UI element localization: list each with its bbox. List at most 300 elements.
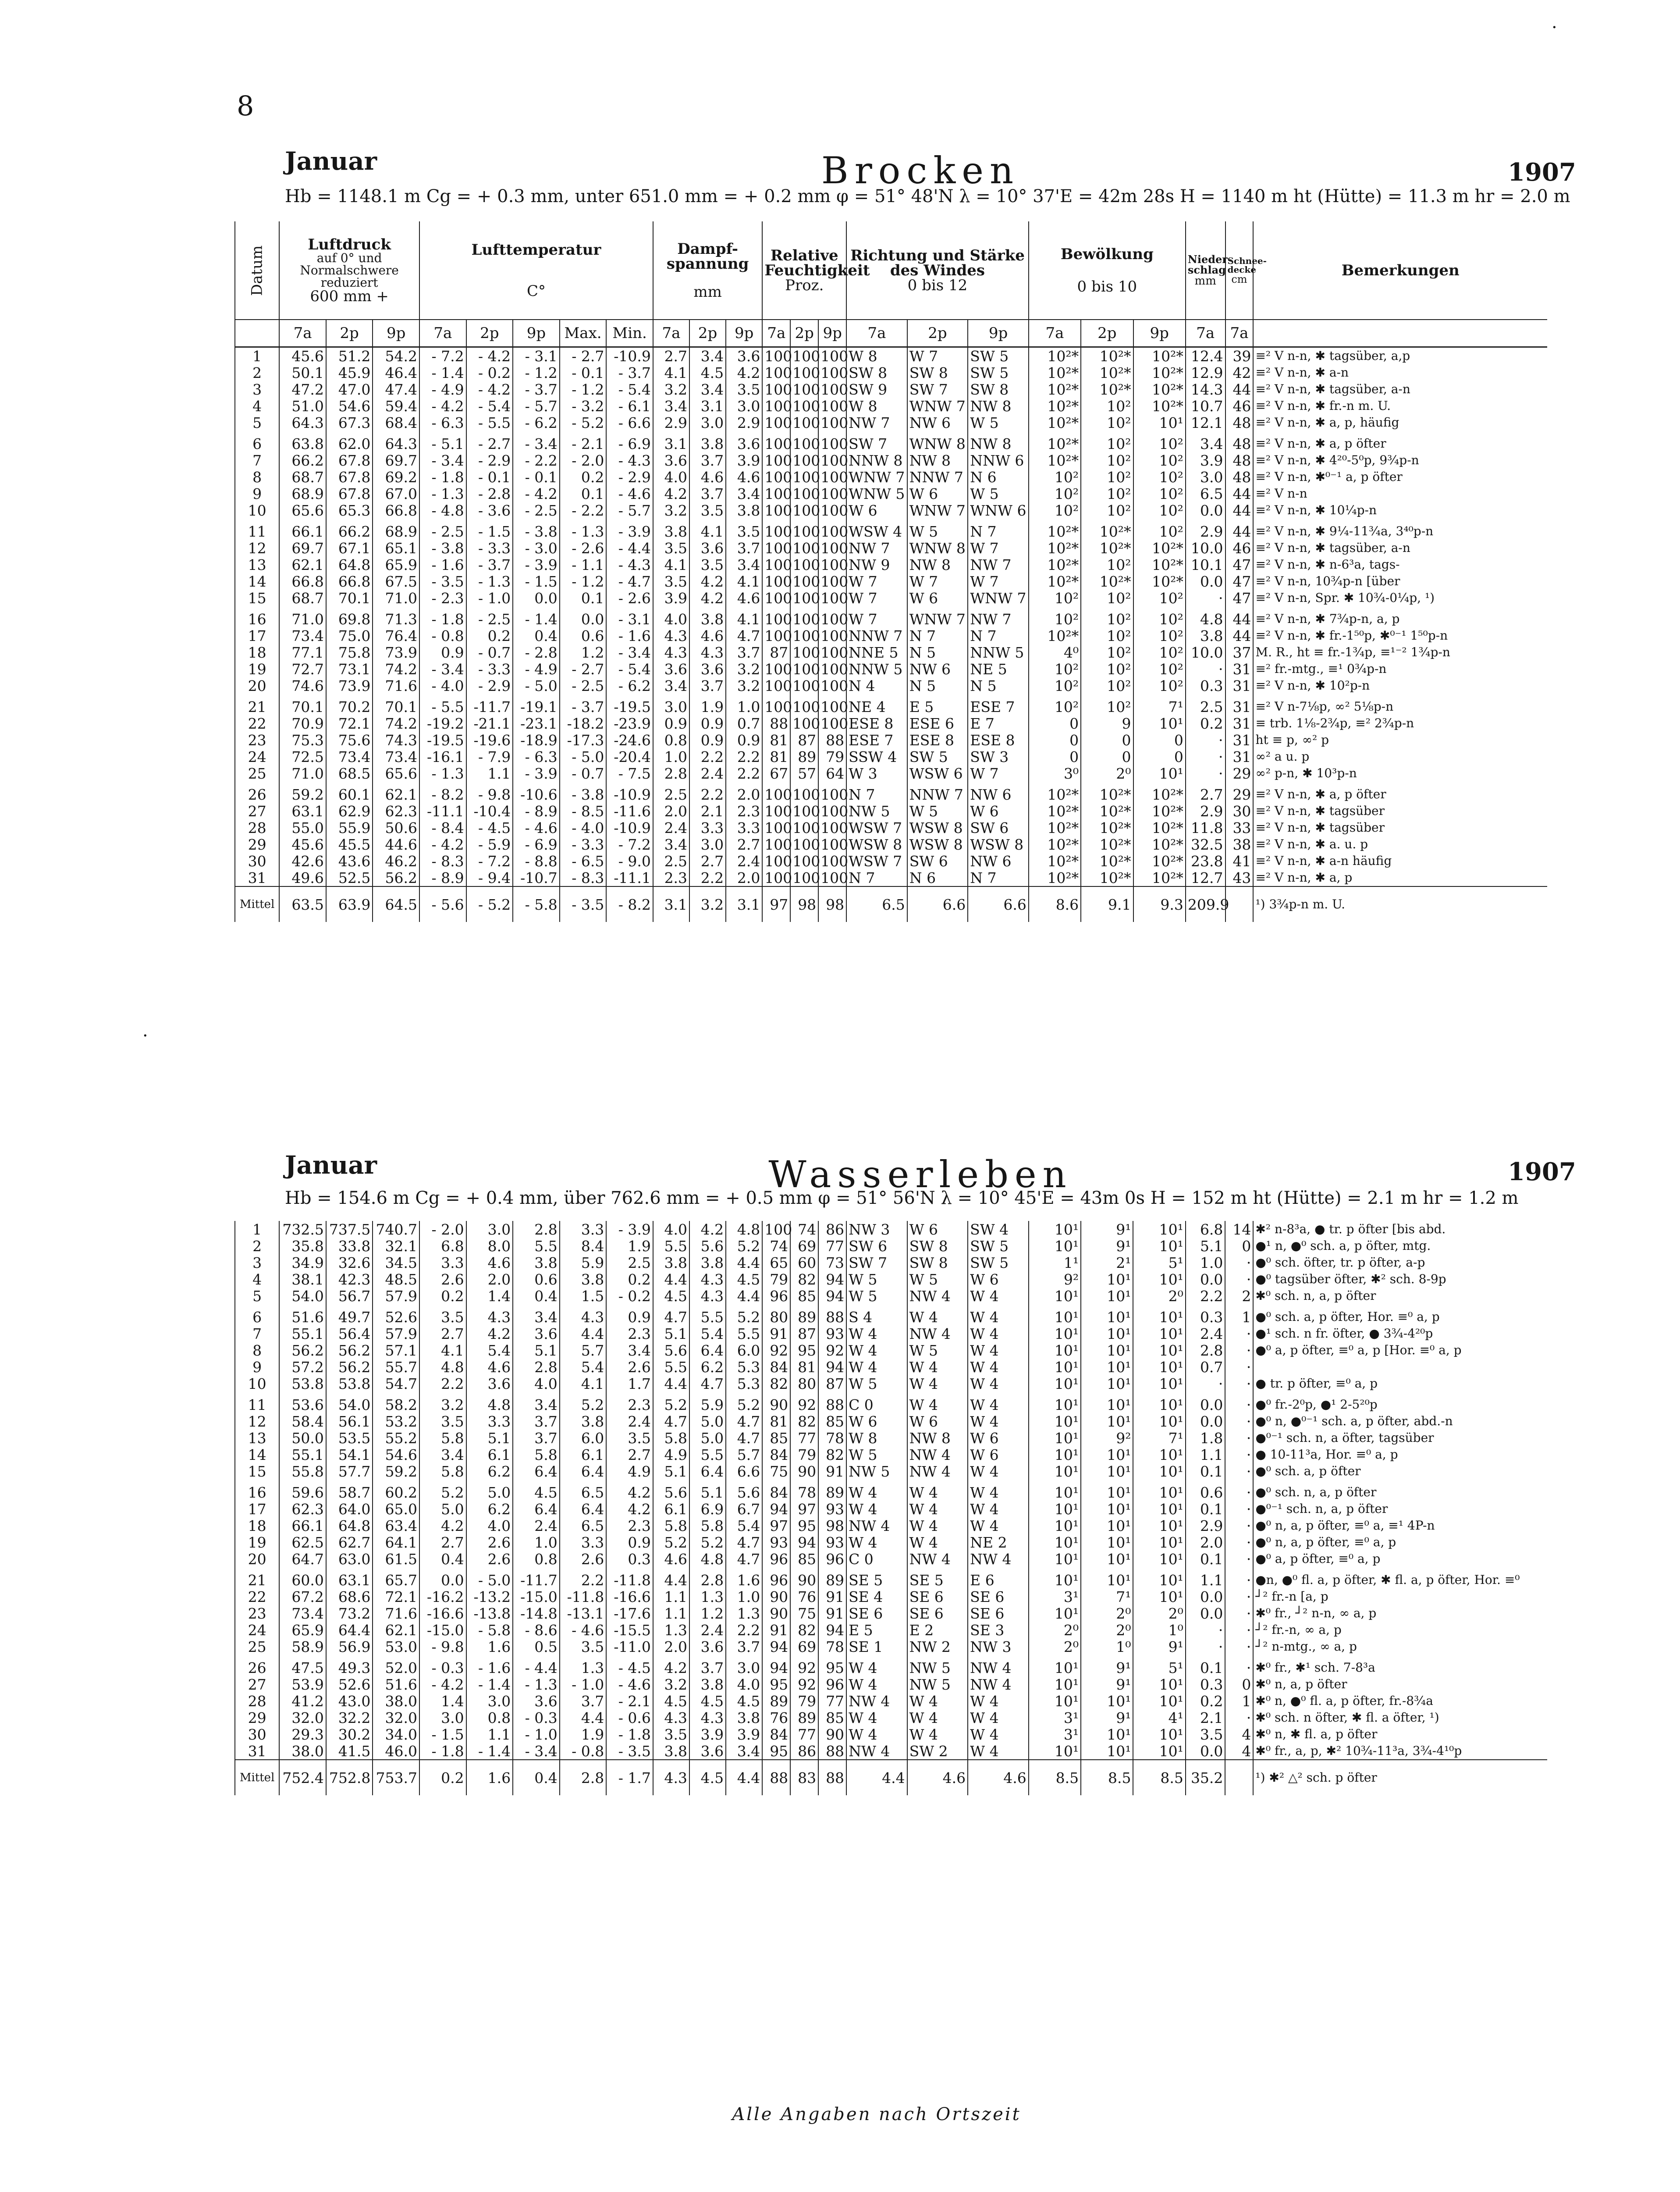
gap-cell — [279, 1567, 326, 1572]
hdr-niederschlag — [1186, 221, 1232, 320]
table-row — [235, 611, 1547, 627]
table-cell: SE 6 — [907, 1605, 968, 1622]
table-cell: - 1.8 — [606, 1726, 653, 1743]
table-cell: 31 — [1225, 698, 1254, 715]
table-cell: -20.4 — [606, 748, 653, 765]
gap-cell — [1029, 606, 1081, 611]
table-cell: 10² — [1133, 611, 1186, 627]
table-cell: 70.9 — [279, 715, 326, 732]
table-cell: 9² — [1081, 1430, 1133, 1446]
gap-cell — [1081, 694, 1133, 698]
brocken-table — [234, 221, 1547, 922]
table-cell: 31 — [1225, 732, 1254, 748]
table-cell: 44 — [1225, 523, 1254, 540]
table-cell: - 4.2 — [419, 1676, 466, 1693]
table-cell: 10¹ — [1029, 1288, 1081, 1304]
gap-cell — [419, 1567, 466, 1572]
table-cell: 4.6 — [466, 1254, 513, 1271]
table-cell: 30.2 — [326, 1726, 373, 1743]
table-cell: 9¹ — [1081, 1709, 1133, 1726]
table-cell: 4.0 — [513, 1375, 560, 1392]
table-cell: 10¹ — [1081, 1551, 1133, 1567]
table-cell: ●⁰ sch. n, a, p öfter — [1253, 1484, 1547, 1501]
table-cell: - 3.5 — [606, 1743, 653, 1760]
table-cell: 63.8 — [279, 435, 326, 452]
table-cell: 56.2 — [326, 1342, 373, 1359]
table-cell: - 3.7 — [513, 381, 560, 398]
day-cell: 8 — [235, 1342, 279, 1359]
table-cell: 2.2 — [689, 869, 726, 886]
table-cell: W 4 — [968, 1325, 1029, 1342]
table-cell: ●⁰ a, p öfter, ≡⁰ a, p [Hor. ≡⁰ a, p — [1253, 1342, 1547, 1359]
table-cell: 4.5 — [726, 1693, 762, 1709]
table-cell: 9¹ — [1081, 1676, 1133, 1693]
table-cell: 3.5 — [689, 502, 726, 519]
day-cell: 15 — [235, 590, 279, 606]
table-cell: 0.4 — [513, 1288, 560, 1304]
table-cell: 97 — [790, 1501, 818, 1517]
sub-7a: 7a — [846, 320, 907, 347]
brocken-month: Januar — [285, 147, 377, 176]
table-cell: 47 — [1225, 573, 1254, 590]
table-cell: 4.1 — [560, 1375, 607, 1392]
table-cell: 100 — [818, 435, 846, 452]
table-cell: 3.3 — [466, 1413, 513, 1430]
table-cell: W 4 — [968, 1726, 1029, 1743]
table-cell: 0 — [1225, 1676, 1253, 1693]
table-cell: - 6.3 — [513, 748, 560, 765]
gap-cell — [968, 1567, 1029, 1572]
table-cell: 5.7 — [726, 1446, 762, 1463]
table-cell: 100 — [818, 803, 846, 819]
wasserleben-month: Januar — [285, 1151, 377, 1180]
table-cell — [1253, 1359, 1547, 1375]
table-cell: 90 — [762, 1396, 790, 1413]
table-cell: 86 — [818, 1221, 846, 1238]
table-cell: 96 — [762, 1551, 790, 1567]
wasserleben-year: 1907 — [1508, 1157, 1576, 1186]
mittel-cell — [1225, 886, 1254, 922]
table-cell: 6.4 — [560, 1501, 607, 1517]
table-cell: - 3.4 — [419, 452, 466, 469]
table-cell: 10²* — [1133, 364, 1186, 381]
table-cell: 10² — [1081, 556, 1133, 573]
table-cell: ●⁰⁻¹ sch. n, a, p öfter — [1253, 1501, 1547, 1517]
table-cell: - 3.5 — [419, 573, 466, 590]
table-row — [235, 1517, 1547, 1534]
gap-cell — [790, 606, 818, 611]
table-cell: · — [1225, 1605, 1253, 1622]
table-cell: 10²* — [1029, 853, 1081, 869]
table-cell: 100 — [790, 502, 818, 519]
gap-cell — [1225, 1304, 1253, 1309]
table-cell: 2.0 — [653, 1638, 689, 1655]
mittel-cell: 8.5 — [1081, 1760, 1133, 1795]
table-cell: 49.6 — [279, 869, 326, 886]
table-cell: 6.1 — [653, 1501, 689, 1517]
table-cell: 3.6 — [513, 1693, 560, 1709]
table-cell: · — [1225, 1375, 1253, 1392]
table-cell: · — [1225, 1342, 1253, 1359]
sub-max: Max. — [560, 320, 607, 347]
table-cell: 6.5 — [560, 1517, 607, 1534]
table-cell: E 5 — [907, 698, 968, 715]
table-cell: 0.4 — [419, 1551, 466, 1567]
gap-cell — [762, 1567, 790, 1572]
table-cell: 3.8 — [689, 435, 726, 452]
table-cell: 10¹ — [1029, 1221, 1081, 1238]
day-cell: 11 — [235, 523, 279, 540]
mittel-cell: 98 — [818, 886, 846, 922]
mittel-cell: - 1.7 — [606, 1760, 653, 1795]
table-cell: 10²* — [1081, 819, 1133, 836]
table-cell: 66.2 — [279, 452, 326, 469]
table-cell: 4¹ — [1133, 1709, 1185, 1726]
table-cell: 37 — [1225, 644, 1254, 661]
table-cell: 2.8 — [689, 1572, 726, 1588]
mittel-cell: 3.2 — [689, 886, 726, 922]
table-cell: 10² — [1133, 502, 1186, 519]
table-cell: W 7 — [846, 573, 907, 590]
table-cell: 3.2 — [653, 381, 689, 398]
table-cell: 3.0 — [726, 398, 762, 414]
gap-cell — [1186, 519, 1225, 523]
table-cell: 4.7 — [726, 1551, 762, 1567]
table-cell: 38 — [1225, 836, 1254, 853]
mittel-cell: - 5.8 — [513, 886, 560, 922]
table-cell: - 4.6 — [606, 1676, 653, 1693]
gap-cell — [373, 694, 419, 698]
table-cell: 0.8 — [466, 1709, 513, 1726]
table-cell: 10¹ — [1029, 1743, 1081, 1760]
table-cell: - 3.3 — [466, 661, 513, 677]
table-cell: - 0.3 — [513, 1709, 560, 1726]
table-cell: -16.1 — [419, 748, 466, 765]
gap-cell — [726, 519, 762, 523]
table-cell: 89 — [790, 748, 818, 765]
table-cell: - 7.9 — [466, 748, 513, 765]
table-cell: 10¹ — [1029, 1375, 1081, 1392]
speck: · — [142, 1026, 148, 1046]
table-cell: 10²* — [1133, 869, 1186, 886]
table-cell: 49.3 — [326, 1659, 373, 1676]
table-cell: ≡² V n-7⅛p, ∞² 5⅛p-n — [1253, 698, 1547, 715]
gap-cell — [1253, 606, 1547, 611]
table-cell: 4.8 — [726, 1221, 762, 1238]
table-cell: 67.3 — [326, 414, 373, 431]
table-cell: 2.0 — [1186, 1534, 1225, 1551]
table-cell: 100 — [818, 786, 846, 803]
table-cell: 100 — [762, 502, 790, 519]
table-cell: ≡² V n-n, ✱ 9¼-11¾a, 3⁴⁰p-n — [1253, 523, 1547, 540]
mittel-cell: 98 — [790, 886, 818, 922]
table-cell: 96 — [762, 1288, 790, 1304]
table-cell: 71.0 — [279, 611, 326, 627]
table-cell: 3.6 — [653, 661, 689, 677]
gap-cell — [1081, 431, 1133, 435]
table-cell: N 7 — [968, 869, 1029, 886]
mittel-cell: 63.5 — [279, 886, 326, 922]
table-cell: 10¹ — [1133, 1446, 1185, 1463]
table-cell: W 4 — [968, 1693, 1029, 1709]
table-cell: - 6.2 — [606, 677, 653, 694]
table-cell: W 4 — [907, 1359, 968, 1375]
table-cell: NW 5 — [846, 803, 907, 819]
table-cell: 53.9 — [279, 1676, 326, 1693]
table-cell: 5.7 — [560, 1342, 607, 1359]
table-cell: 1.4 — [419, 1693, 466, 1709]
table-row — [235, 1572, 1547, 1588]
table-cell: 10¹ — [1133, 414, 1186, 431]
gap-cell — [762, 1392, 790, 1396]
table-cell: W 8 — [846, 347, 907, 365]
table-cell: 57.2 — [279, 1359, 326, 1375]
table-cell: 100 — [818, 819, 846, 836]
table-cell: - 5.4 — [606, 661, 653, 677]
table-cell: 2.4 — [653, 819, 689, 836]
table-cell: 3.9 — [726, 452, 762, 469]
table-cell: 73.4 — [279, 627, 326, 644]
table-cell: - 7.2 — [419, 347, 466, 365]
table-cell: 10¹ — [1081, 1288, 1133, 1304]
table-cell: 67.0 — [373, 485, 419, 502]
table-cell: ✱⁰ n, ✱ fl. a, p öfter — [1253, 1726, 1547, 1743]
gap-cell — [689, 606, 726, 611]
table-cell: W 8 — [846, 398, 907, 414]
table-cell: 56.1 — [326, 1413, 373, 1430]
table-cell: 100 — [762, 1221, 790, 1238]
table-cell: 100 — [790, 627, 818, 644]
table-cell: · — [1225, 1517, 1253, 1534]
gap-cell — [419, 1304, 466, 1309]
day-cell: 21 — [235, 698, 279, 715]
day-cell: 18 — [235, 1517, 279, 1534]
table-row — [235, 540, 1547, 556]
gap-cell — [818, 782, 846, 786]
table-cell: -10.6 — [513, 786, 560, 803]
table-cell: - 4.4 — [606, 540, 653, 556]
table-cell: 3.8 — [560, 1413, 607, 1430]
table-cell: 93 — [818, 1501, 846, 1517]
table-cell: 100 — [818, 414, 846, 431]
table-cell: 5.2 — [653, 1534, 689, 1551]
table-cell: 69.7 — [373, 452, 419, 469]
table-cell: 100 — [790, 540, 818, 556]
table-cell: 2.8 — [653, 765, 689, 782]
table-cell: 90 — [762, 1605, 790, 1622]
table-cell: 65.6 — [279, 502, 326, 519]
table-cell: 3.4 — [1186, 435, 1225, 452]
table-cell: 100 — [818, 573, 846, 590]
table-cell: 2.0 — [653, 803, 689, 819]
table-cell: 3.4 — [653, 677, 689, 694]
table-cell: 65.9 — [279, 1622, 326, 1638]
table-cell: W 4 — [846, 1726, 907, 1743]
gap-cell — [907, 1392, 968, 1396]
sub-2p: 2p — [790, 320, 818, 347]
table-cell: 77 — [790, 1726, 818, 1743]
table-cell: ≡² V n-n, ✱ fr.-n m. U. — [1253, 398, 1547, 414]
table-row — [235, 1743, 1547, 1760]
gap-cell — [818, 1567, 846, 1572]
table-cell: 93 — [762, 1534, 790, 1551]
gap-cell — [1081, 519, 1133, 523]
table-cell: 68.6 — [326, 1588, 373, 1605]
table-cell: 72.5 — [279, 748, 326, 765]
table-cell: 2.0 — [726, 869, 762, 886]
table-cell: 10²* — [1081, 786, 1133, 803]
table-cell: 62.1 — [279, 556, 326, 573]
table-cell: 3.3 — [560, 1534, 607, 1551]
table-cell: 0.1 — [1186, 1501, 1225, 1517]
sub-9p: 9p — [1133, 320, 1186, 347]
gap-cell — [1029, 782, 1081, 786]
table-cell: SW 2 — [907, 1743, 968, 1760]
gap-cell — [1225, 606, 1254, 611]
table-row — [235, 1238, 1547, 1254]
table-cell: 1.5 — [560, 1288, 607, 1304]
table-cell: 81 — [762, 732, 790, 748]
table-cell: - 1.8 — [419, 1743, 466, 1760]
table-cell: 10²* — [1081, 836, 1133, 853]
day-cell: 23 — [235, 732, 279, 748]
table-cell: 10¹ — [1133, 1534, 1185, 1551]
table-cell: ≡² V n-n, ✱ tagsüber — [1253, 803, 1547, 819]
table-cell: 72.1 — [326, 715, 373, 732]
table-cell: 2.8 — [513, 1221, 560, 1238]
table-cell: WSW 8 — [907, 836, 968, 853]
table-cell: 75 — [790, 1605, 818, 1622]
table-cell: ≡ trb. 1⅛-2¾p, ≡² 2¾p-n — [1253, 715, 1547, 732]
gap-cell — [1253, 782, 1547, 786]
gap-cell — [1133, 431, 1186, 435]
table-cell: 0.9 — [689, 732, 726, 748]
table-cell: 10¹ — [1029, 1359, 1081, 1375]
mittel-cell: - 5.6 — [419, 886, 466, 922]
table-cell: 54.6 — [373, 1446, 419, 1463]
gap-cell — [279, 1392, 326, 1396]
table-cell: 5.2 — [689, 1534, 726, 1551]
table-cell: 3.5 — [726, 381, 762, 398]
table-cell: 95 — [762, 1676, 790, 1693]
table-cell: N 7 — [846, 869, 907, 886]
table-cell: - 1.5 — [419, 1726, 466, 1743]
gap-cell — [653, 1655, 689, 1659]
table-cell: SW 9 — [846, 381, 907, 398]
table-cell: 12.7 — [1186, 869, 1225, 886]
table-cell: 52.0 — [373, 1659, 419, 1676]
table-cell: 4.2 — [606, 1501, 653, 1517]
table-cell: W 4 — [907, 1726, 968, 1743]
table-cell: 10¹ — [1133, 1572, 1185, 1588]
day-cell: 7 — [235, 1325, 279, 1342]
table-cell: 100 — [790, 485, 818, 502]
gap-cell — [968, 1480, 1029, 1484]
table-cell: 78 — [818, 1430, 846, 1446]
table-cell: -11.6 — [606, 803, 653, 819]
table-cell: 82 — [790, 1271, 818, 1288]
table-cell: 70.1 — [373, 698, 419, 715]
day-cell: 13 — [235, 556, 279, 573]
table-cell: - 6.3 — [419, 414, 466, 431]
table-cell: 4.7 — [726, 1413, 762, 1430]
table-cell: 80 — [790, 1375, 818, 1392]
table-cell: 100 — [790, 853, 818, 869]
table-cell: 73.4 — [373, 748, 419, 765]
table-cell: - 5.0 — [560, 748, 607, 765]
table-cell: W 6 — [968, 1271, 1029, 1288]
table-cell: 10² — [1081, 452, 1133, 469]
table-cell: 10¹ — [1029, 1325, 1081, 1342]
table-cell: 2.7 — [726, 836, 762, 853]
table-cell: 64 — [818, 765, 846, 782]
table-cell: WSW 7 — [846, 819, 907, 836]
day-cell: 10 — [235, 502, 279, 519]
day-cell: 27 — [235, 803, 279, 819]
gap-cell — [846, 1304, 907, 1309]
gap-cell — [762, 782, 790, 786]
table-cell: -16.2 — [419, 1588, 466, 1605]
table-cell: WSW 8 — [968, 836, 1029, 853]
table-cell: 71.3 — [373, 611, 419, 627]
table-cell: 10¹ — [1081, 1726, 1133, 1743]
table-cell: 0.0 — [1186, 1413, 1225, 1430]
table-cell: WNW 6 — [968, 502, 1029, 519]
day-cell: 30 — [235, 1726, 279, 1743]
table-cell: 10¹ — [1081, 1501, 1133, 1517]
table-cell: 100 — [762, 677, 790, 694]
table-cell: 10² — [1081, 469, 1133, 485]
table-cell: 3⁰ — [1029, 765, 1081, 782]
table-cell: W 4 — [968, 1517, 1029, 1534]
gap-cell — [326, 1567, 373, 1572]
table-cell: - 0.2 — [606, 1288, 653, 1304]
table-cell: -19.1 — [513, 698, 560, 715]
table-cell: ● 10-11³a, Hor. ≡⁰ a, p — [1253, 1446, 1547, 1463]
table-cell: 737.5 — [326, 1221, 373, 1238]
gap-cell — [373, 519, 419, 523]
table-cell: 59.2 — [279, 786, 326, 803]
table-cell: - 1.0 — [560, 1676, 607, 1693]
table-cell: SE 6 — [968, 1588, 1029, 1605]
table-cell: 3.0 — [466, 1693, 513, 1709]
table-cell: 0.0 — [1186, 1743, 1225, 1760]
table-cell: 10²* — [1081, 573, 1133, 590]
table-cell: - 4.2 — [466, 347, 513, 365]
table-cell: 100 — [762, 627, 790, 644]
table-cell: SW 5 — [907, 748, 968, 765]
table-cell: 100 — [818, 869, 846, 886]
table-cell: -19.5 — [606, 698, 653, 715]
mittel-cell: 88 — [762, 1760, 790, 1795]
table-cell: 0.5 — [513, 1638, 560, 1655]
table-cell: W 4 — [907, 1396, 968, 1413]
gap-cell — [279, 694, 326, 698]
table-cell: - 3.9 — [513, 765, 560, 782]
table-cell: 54.2 — [373, 347, 419, 365]
gap-cell — [726, 1304, 762, 1309]
sub-7a: 7a — [1225, 320, 1254, 347]
hdr-wind — [846, 221, 1029, 320]
table-cell: -11.7 — [513, 1572, 560, 1588]
table-cell: 4.7 — [689, 1375, 726, 1392]
mittel-cell: - 3.5 — [560, 886, 607, 922]
gap-cell — [1029, 519, 1081, 523]
table-cell: 3¹ — [1029, 1726, 1081, 1743]
table-cell: 3.7 — [726, 644, 762, 661]
page-number: 8 — [237, 90, 254, 122]
table-cell: 10² — [1081, 398, 1133, 414]
